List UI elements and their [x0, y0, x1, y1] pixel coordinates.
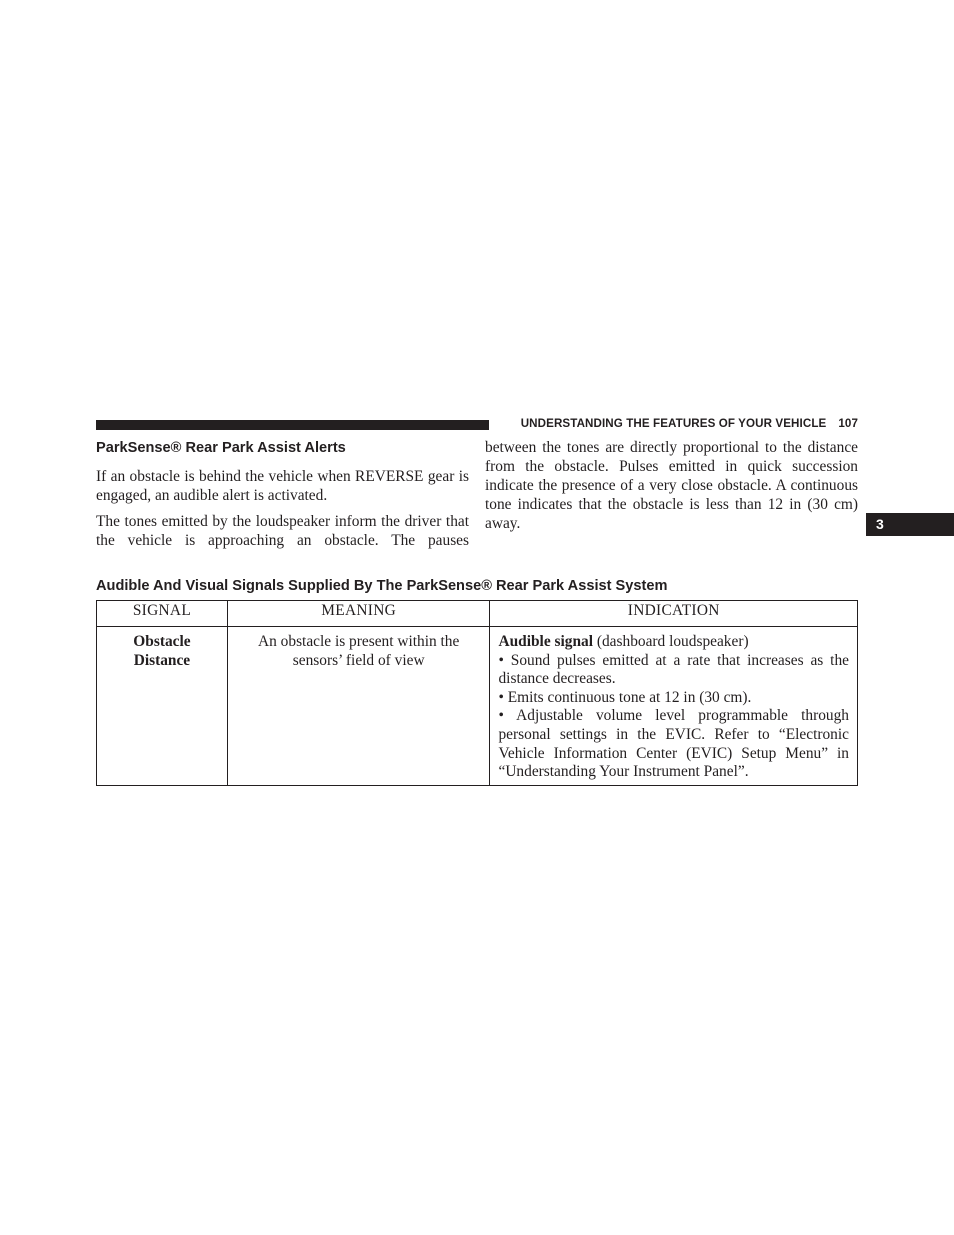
paragraph-2: The tones emitted by the loudspeaker inform the driver that the vehicle is approaching an obstacle. The pauses — [96, 513, 469, 549]
header-rule — [96, 420, 489, 430]
paragraph-1: If an obstacle is behind the vehicle when REVERSE gear is engaged, an audible alert is activated. — [96, 468, 469, 504]
chapter-tab: 3 — [866, 513, 954, 536]
left-column — [96, 438, 469, 550]
indication-bullet-2: • Emits continuous tone at 12 in (30 cm). — [498, 688, 752, 706]
indication-bullet-3: • Adjustable volume level programmable through personal settings in the EVIC. Refer to “Electronic Vehicle Information Center (EVIC) Setup Menu” in “Understanding Your Instrument Panel”. — [498, 707, 849, 781]
signals-table — [96, 600, 858, 786]
column-header-indication: INDICATION — [490, 601, 858, 627]
section-heading: ParkSense® Rear Park Assist Alerts — [96, 440, 346, 456]
signal-line-2: Distance — [133, 651, 191, 669]
indication-title — [498, 633, 849, 652]
column-header-meaning: MEANING — [227, 601, 490, 627]
indication-bold: Audible signal — [498, 633, 594, 650]
signal-line-1: Obstacle — [133, 633, 191, 650]
running-head — [497, 417, 858, 430]
running-head-title: UNDERSTANDING THE FEATURES OF YOUR VEHICLE — [520, 417, 827, 430]
table-row — [97, 627, 858, 786]
paragraph-2-continued: between the tones are directly proportional to the distance from the obstacle. Pulses emitted in quick succession indicate the presence of a very close obstacle. A continuous tone indicates that the obstacle is less than 12 in (30 cm) away. — [485, 439, 858, 532]
meaning-cell: An obstacle is present within the sensors’ field of view — [227, 627, 490, 786]
column-header-signal: SIGNAL — [97, 601, 228, 627]
indication-cell — [490, 627, 858, 786]
indication-bullet-1: • Sound pulses emitted at a rate that increases as the distance decreases. — [498, 651, 849, 688]
table-header-row — [97, 601, 858, 627]
indication-rest: (dashboard loudspeaker) — [593, 633, 749, 650]
right-column — [485, 438, 858, 533]
page-number: 107 — [838, 417, 858, 430]
table-heading: Audible And Visual Signals Supplied By The ParkSense® Rear Park Assist System — [96, 578, 668, 594]
signal-cell — [97, 627, 228, 786]
